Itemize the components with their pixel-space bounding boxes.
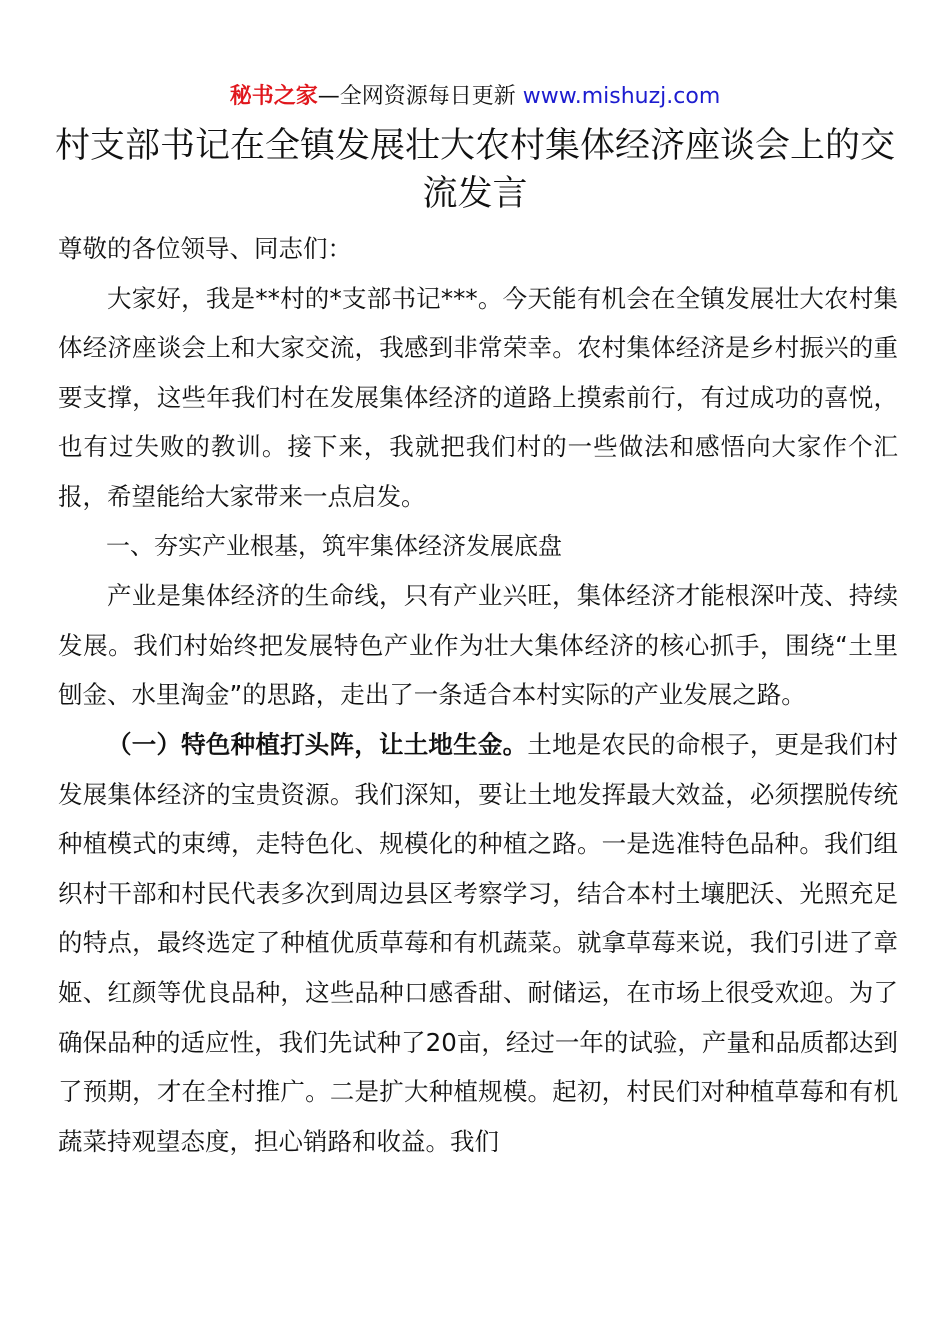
salutation: 尊敬的各位领导、同志们： [58, 234, 352, 263]
banner-url-link[interactable]: www.mishuzj.com [522, 84, 721, 109]
document-title: 村支部书记在全镇发展壮大农村集体经济座谈会上的交流发言 [54, 126, 895, 214]
subsection-paragraph-1 [58, 720, 898, 1166]
document-body [58, 224, 898, 1166]
banner-brand: 秘书之家 [229, 84, 318, 109]
site-banner [0, 80, 950, 114]
subsection-lead-1: （一）特色种植打头阵，让土地生金。 [107, 729, 528, 759]
intro-paragraph: 大家好，我是**村的*支部书记***。今天能有机会在全镇发展壮大农村集体经济座谈会上和大家交流，我感到非常荣幸。农村集体经济是乡村振兴的重要支撑，这些年我们村在发展集体经济的道路上摸索前行，有过成功的喜悦，也有过失败的教训。接下来，我就把我们村的一些做法和感悟向大家作个汇报，希望能给大家带来一点启发。 [58, 283, 898, 511]
banner-tagline: —全网资源每日更新 [317, 84, 523, 109]
section-paragraph-1: 产业是集体经济的生命线，只有产业兴旺，集体经济才能根深叶茂、持续发展。我们村始终把发展特色产业作为壮大集体经济的核心抓手，围绕“土里刨金、水里淘金”的思路，走出了一条适合本村实际的产业发展之路。 [58, 581, 898, 710]
subsection-text-1: 土地是农民的命根子，更是我们村发展集体经济的宝贵资源。我们深知，要让土地发挥最大效益，必须摆脱传统种植模式的束缚，走特色化、规模化的种植之路。一是选准特色品种。我们组织村干部和村民代表多次到周边县区考察学习，结合本村土壤肥沃、光照充足的特点，最终选定了种植优质草莓和有机蔬菜。就拿草莓来说，我们引进了章姬、红颜等优良品种，这些品种口感香甜、耐储运，在市场上很受欢迎。为了确保品种的适应性，我们先试种了20亩，经过一年的试验，产量和品质都达到了预期，才在全村推广。二是扩大种植规模。起初，村民们对种植草莓和有机蔬菜持观望态度，担心销路和收益。我们 [58, 729, 899, 1156]
section-heading-1: 一、夯实产业根基，筑牢集体经济发展底盘 [106, 531, 562, 560]
